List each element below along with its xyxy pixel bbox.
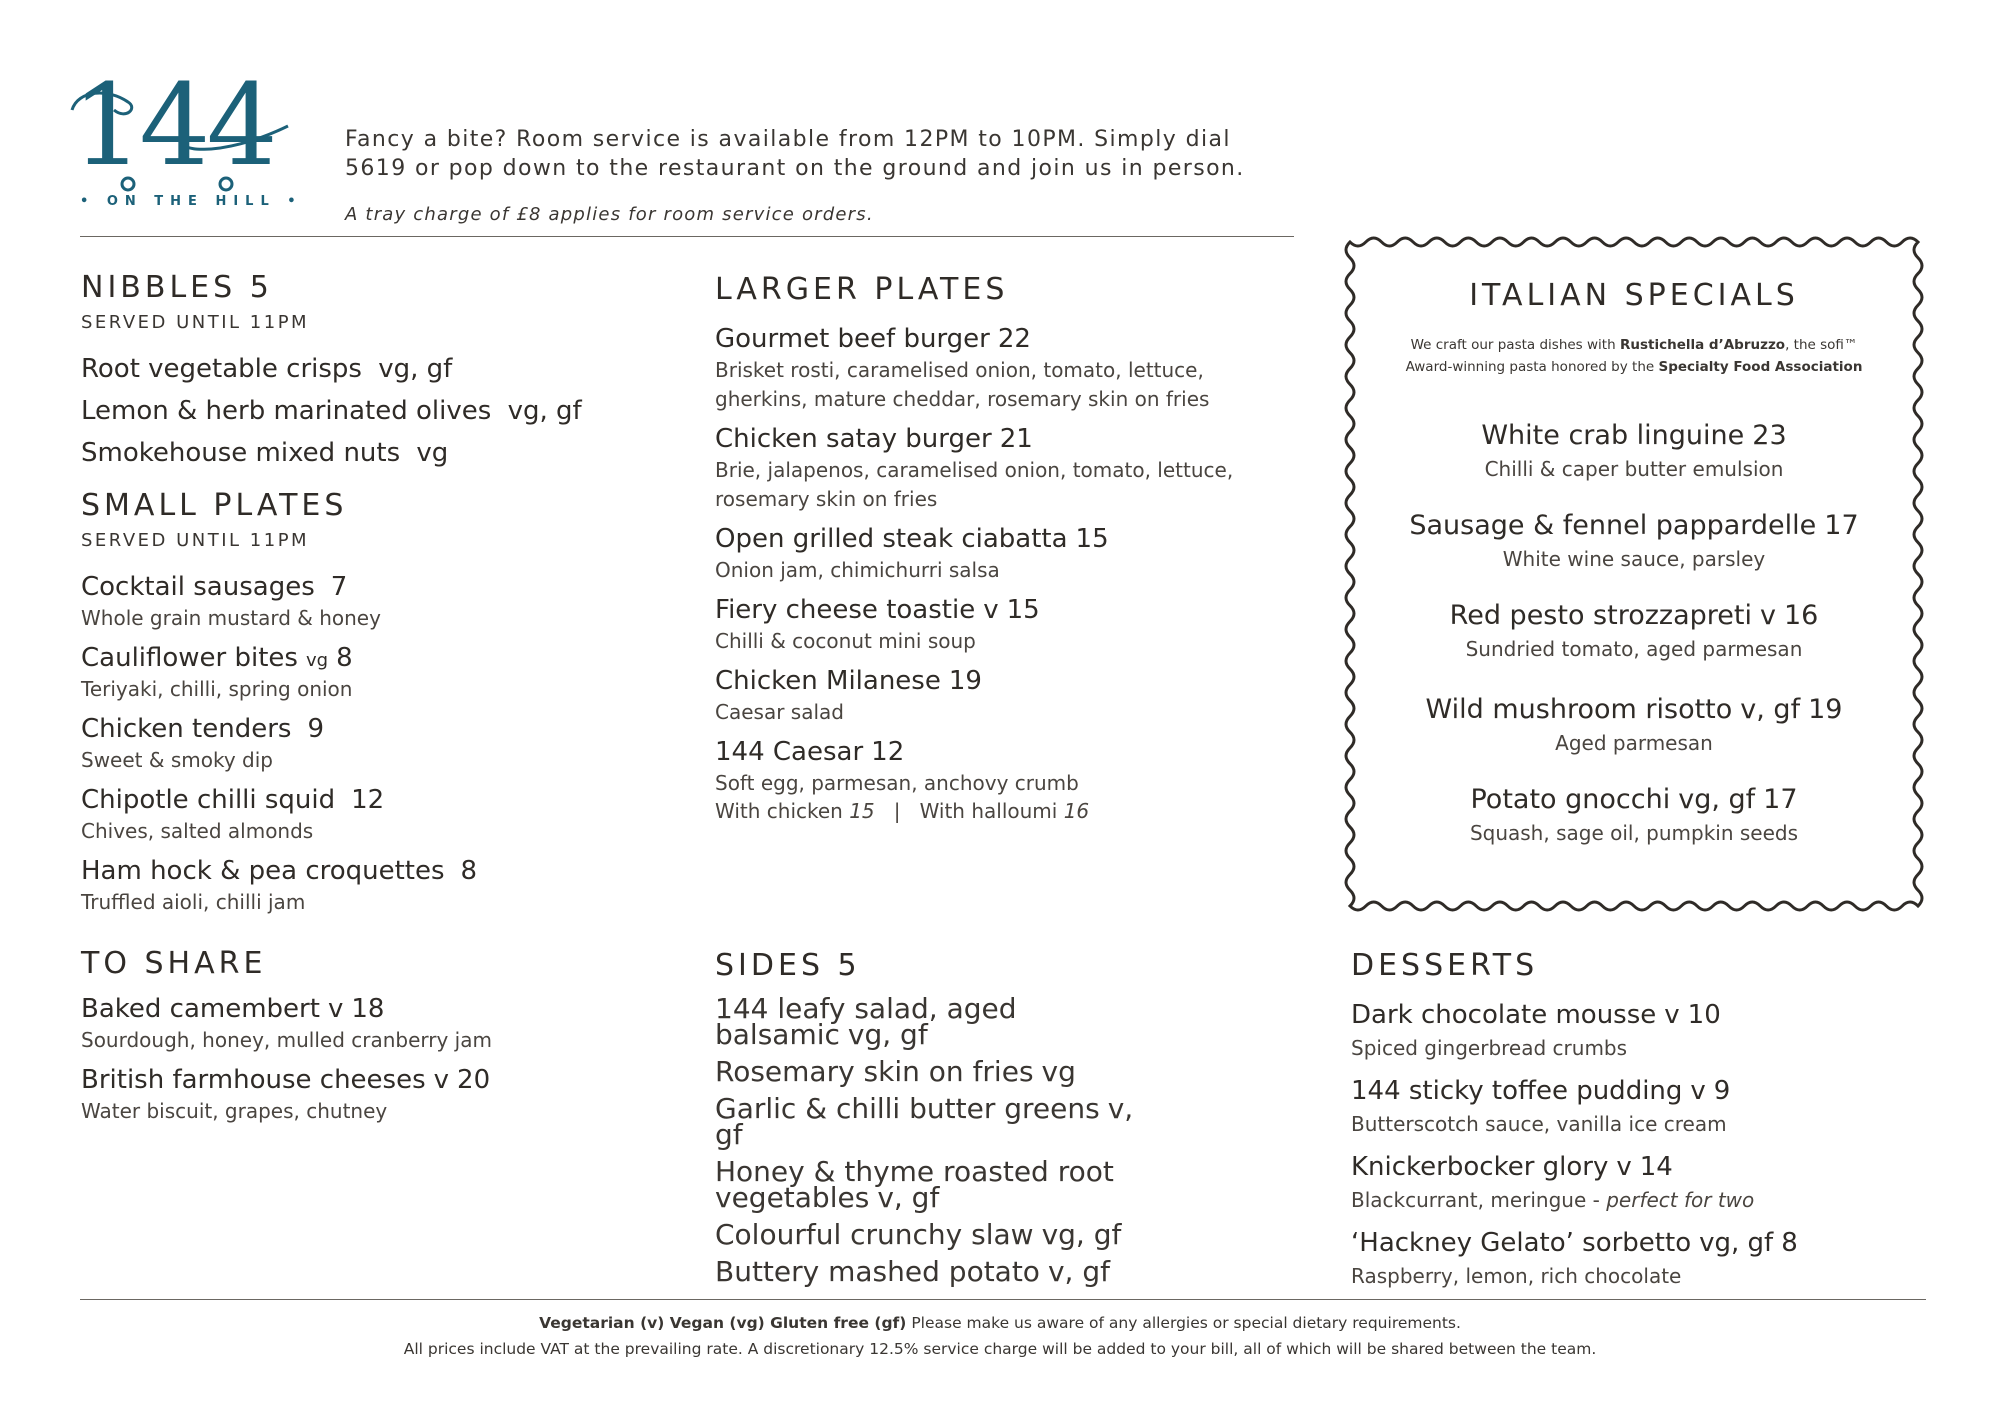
item-name: Smokehouse mixed nuts [81, 438, 401, 468]
item-dietary: v [327, 994, 344, 1024]
item-dietary: v [1690, 1076, 1706, 1106]
logo-number: 144 [72, 61, 274, 191]
special-item [1344, 600, 1924, 661]
item-dietary: vg, gf [1699, 1228, 1774, 1258]
item-price: 19 [1808, 694, 1843, 725]
intro-line-1: Fancy a bite? Room service is available from 12PM to 10PM. Simply dial [345, 127, 1231, 152]
item-price: 14 [1639, 1152, 1673, 1182]
item-desc: Truffled aioli, chilli jam [81, 890, 306, 914]
item-dietary: v [1759, 600, 1776, 631]
item-name: Potato gnocchi [1470, 784, 1671, 815]
item-dietary: v [983, 595, 999, 625]
logo-subtitle: • ON THE HILL • [80, 194, 303, 209]
footer-vat-line: All prices include VAT at the prevailing rate. A discretionary 12.5% service charge will be added to your bill, all of which will be shared between the team. [403, 1340, 1597, 1358]
italian-specials-box [1344, 236, 1924, 912]
larger-plate-item [715, 595, 1040, 653]
item-name: Open grilled steak ciabatta [715, 524, 1068, 554]
dessert-item [1351, 1152, 1754, 1212]
to-share-item [81, 994, 492, 1052]
item-name: 144 Caesar [715, 737, 864, 767]
item-price: 12 [871, 737, 905, 767]
item-price: 22 [997, 324, 1031, 354]
item-price: 10 [1687, 1000, 1721, 1030]
item-price: 15 [1075, 524, 1109, 554]
side-item [715, 1055, 1155, 1088]
item-dietary: v, gf [1047, 1255, 1110, 1288]
item-name: ‘Hackney Gelato’ sorbetto [1351, 1228, 1692, 1258]
bottom-divider [80, 1299, 1926, 1300]
allergy-note: Please make us aware of any allergies or special dietary requirements. [911, 1314, 1461, 1332]
item-desc: Whole grain mustard & honey [81, 606, 381, 630]
item-desc: Aged parmesan [1555, 731, 1713, 755]
small-plate-item [81, 856, 477, 914]
item-price: 18 [351, 994, 385, 1024]
item-price: 9 [307, 714, 324, 744]
item-name: Wild mushroom risotto [1425, 694, 1733, 725]
item-price: 16 [1783, 600, 1819, 631]
item-dietary: vg, gf [507, 396, 582, 426]
item-price: 8 [336, 643, 353, 673]
item-name: Garlic & chilli butter greens [715, 1092, 1100, 1125]
to-share-title: TO SHARE [81, 946, 267, 981]
nibbles-item [81, 396, 582, 426]
larger-plate-item [715, 666, 982, 724]
item-name: White crab linguine [1481, 420, 1745, 451]
small-plate-item [81, 714, 324, 772]
larger-plate-item [715, 324, 1275, 414]
sides-title: SIDES 5 [715, 948, 861, 983]
item-dietary: v [1616, 1152, 1632, 1182]
tray-charge-note: A tray charge of £8 applies for room service orders. [345, 204, 874, 225]
item-name: 144 sticky toffee pudding [1351, 1076, 1683, 1106]
intro-line-2: 5619 or pop down to the restaurant on the ground and join us in person. [345, 156, 1245, 181]
larger-plate-item [715, 737, 1089, 823]
item-price: 21 [999, 424, 1033, 454]
item-name: 144 leafy salad, aged balsamic [715, 992, 1017, 1051]
extra-chicken-price: 15 [849, 799, 875, 823]
item-price: 17 [1824, 510, 1859, 541]
item-name: Cauliflower bites [81, 643, 298, 673]
small-plates-title: SMALL PLATES [81, 488, 348, 523]
item-dietary: v [1664, 1000, 1680, 1030]
item-price: 17 [1763, 784, 1798, 815]
item-name: Baked camembert [81, 994, 320, 1024]
note-pre: We craft our pasta dishes with [1410, 337, 1616, 353]
item-desc: Sundried tomato, aged parmesan [1465, 637, 1803, 661]
item-desc: Onion jam, chimichurri salsa [715, 558, 1000, 582]
brand-logo [72, 61, 303, 220]
extra-halloumi-price: 16 [1063, 799, 1090, 823]
item-dietary: vg, gf [1678, 784, 1756, 815]
footer-dietary-line [0, 1314, 2000, 1332]
larger-plates-title: LARGER PLATES [715, 272, 1009, 307]
extra-chicken-label: With chicken [715, 799, 843, 823]
item-dietary: vg, gf [1041, 1218, 1122, 1251]
top-divider [80, 236, 1294, 237]
item-price: 8 [1781, 1228, 1798, 1258]
item-desc: Squash, sage oil, pumpkin seeds [1469, 821, 1799, 845]
item-price: 12 [351, 785, 385, 815]
item-desc: Brisket rosti, caramelised onion, tomato, lettuce, gherkins, mature cheddar, rosemary skin on fries [715, 358, 1210, 411]
item-price: 7 [330, 572, 348, 602]
dessert-item [1351, 1000, 1721, 1060]
item-desc: Brie, jalapenos, caramelised onion, tomato, lettuce, rosemary skin on fries [715, 458, 1234, 511]
item-price: 9 [1713, 1076, 1731, 1106]
item-name: Ham hock & pea croquettes [81, 856, 445, 886]
item-dietary: v, gf [715, 1092, 1134, 1151]
item-desc: Butterscotch sauce, vanilla ice cream [1351, 1112, 1727, 1136]
small-plates-served: SERVED UNTIL 11PM [81, 530, 310, 551]
note-line2: Award-winning pasta honored by the [1405, 359, 1655, 375]
caesar-extras [715, 799, 1089, 823]
to-share-item [81, 1065, 490, 1123]
item-name: Lemon & herb marinated olives [81, 396, 492, 426]
item-desc [1351, 1188, 1754, 1212]
side-item [715, 992, 1155, 1051]
item-dietary: vg, gf [847, 1018, 928, 1051]
side-item [715, 1155, 1155, 1214]
dessert-item [1351, 1076, 1730, 1136]
item-name: British farmhouse cheeses [81, 1065, 426, 1095]
nibbles-item [81, 354, 452, 384]
nibbles-item [81, 438, 448, 468]
nibbles-served: SERVED UNTIL 11PM [81, 312, 310, 333]
item-dietary: v, gf [1740, 694, 1801, 725]
extra-separator: | [893, 799, 901, 823]
item-name: Dark chocolate mousse [1351, 1000, 1657, 1030]
desc-main: Blackcurrant, meringue - [1351, 1188, 1600, 1212]
item-desc: Chives, salted almonds [81, 819, 314, 843]
item-dietary: vg [1041, 1055, 1076, 1088]
item-name: Sausage & fennel pappardelle [1409, 510, 1817, 541]
item-desc: Sourdough, honey, mulled cranberry jam [81, 1028, 492, 1052]
item-desc: Chilli & coconut mini soup [715, 629, 976, 653]
specials-title: ITALIAN SPECIALS [1469, 278, 1799, 313]
item-name: Chicken tenders [81, 714, 292, 744]
item-name: Chicken Milanese [715, 666, 941, 696]
item-dietary: vg [305, 650, 329, 671]
item-name: Fiery cheese toastie [715, 595, 976, 625]
small-plate-item [81, 643, 353, 701]
item-desc: Soft egg, parmesan, anchovy crumb [715, 771, 1079, 795]
desserts-title: DESSERTS [1351, 948, 1539, 983]
note-brand: Rustichella d’Abruzzo [1619, 337, 1786, 353]
item-name: Rosemary skin on fries [715, 1055, 1034, 1088]
item-name: Honey & thyme roasted root vegetables [715, 1155, 1114, 1214]
item-name: Root vegetable crisps [81, 354, 362, 384]
sides-list [715, 992, 1155, 1288]
item-desc: Raspberry, lemon, rich chocolate [1351, 1264, 1682, 1288]
special-item [1344, 694, 1924, 755]
item-price: 8 [460, 856, 478, 886]
item-price: 20 [457, 1065, 491, 1095]
item-desc: Sweet & smoky dip [81, 748, 273, 772]
note-mid: , the sofi™ [1785, 337, 1858, 353]
larger-plate-item [715, 524, 1109, 582]
side-item [715, 1092, 1155, 1151]
item-desc: Chilli & caper butter emulsion [1484, 457, 1784, 481]
item-desc: Teriyaki, chilli, spring onion [81, 677, 353, 701]
side-item [715, 1218, 1155, 1251]
item-dietary: vg, gf [378, 354, 453, 384]
item-name: Buttery mashed potato [715, 1255, 1040, 1288]
item-name: Red pesto strozzapreti [1449, 600, 1752, 631]
item-price: 23 [1752, 420, 1787, 451]
item-desc: White wine sauce, parsley [1502, 547, 1766, 571]
special-item [1344, 510, 1924, 571]
dietary-key: Vegetarian (v) Vegan (vg) Gluten free (gf) [539, 1314, 907, 1332]
desc-extra: perfect for two [1606, 1188, 1755, 1212]
item-name: Colourful crunchy slaw [715, 1218, 1034, 1251]
item-name: Knickerbocker glory [1351, 1152, 1609, 1182]
special-item [1344, 784, 1924, 845]
nibbles-title: NIBBLES 5 [81, 270, 273, 305]
side-item [715, 1255, 1155, 1288]
item-name: Cocktail sausages [81, 572, 315, 602]
item-name: Gourmet beef burger [715, 324, 990, 354]
note-assoc: Specialty Food Association [1658, 359, 1863, 375]
small-plate-item [81, 572, 381, 630]
intro-text [345, 125, 1265, 183]
item-name: Chicken satay burger [715, 424, 992, 454]
item-desc: Spiced gingerbread crumbs [1351, 1036, 1628, 1060]
item-dietary: v [433, 1065, 450, 1095]
specials-note [1344, 334, 1924, 378]
item-price: 15 [1006, 595, 1040, 625]
item-desc: Caesar salad [715, 700, 844, 724]
item-desc: Water biscuit, grapes, chutney [81, 1099, 388, 1123]
special-item [1344, 420, 1924, 481]
small-plate-item [81, 785, 384, 843]
item-dietary: v, gf [877, 1181, 940, 1214]
item-name: Chipotle chilli squid [81, 785, 336, 815]
larger-plate-item [715, 424, 1275, 514]
item-price: 19 [948, 666, 982, 696]
extra-halloumi-label: With halloumi [919, 799, 1058, 823]
item-dietary: vg [416, 438, 449, 468]
dessert-item [1351, 1228, 1798, 1288]
